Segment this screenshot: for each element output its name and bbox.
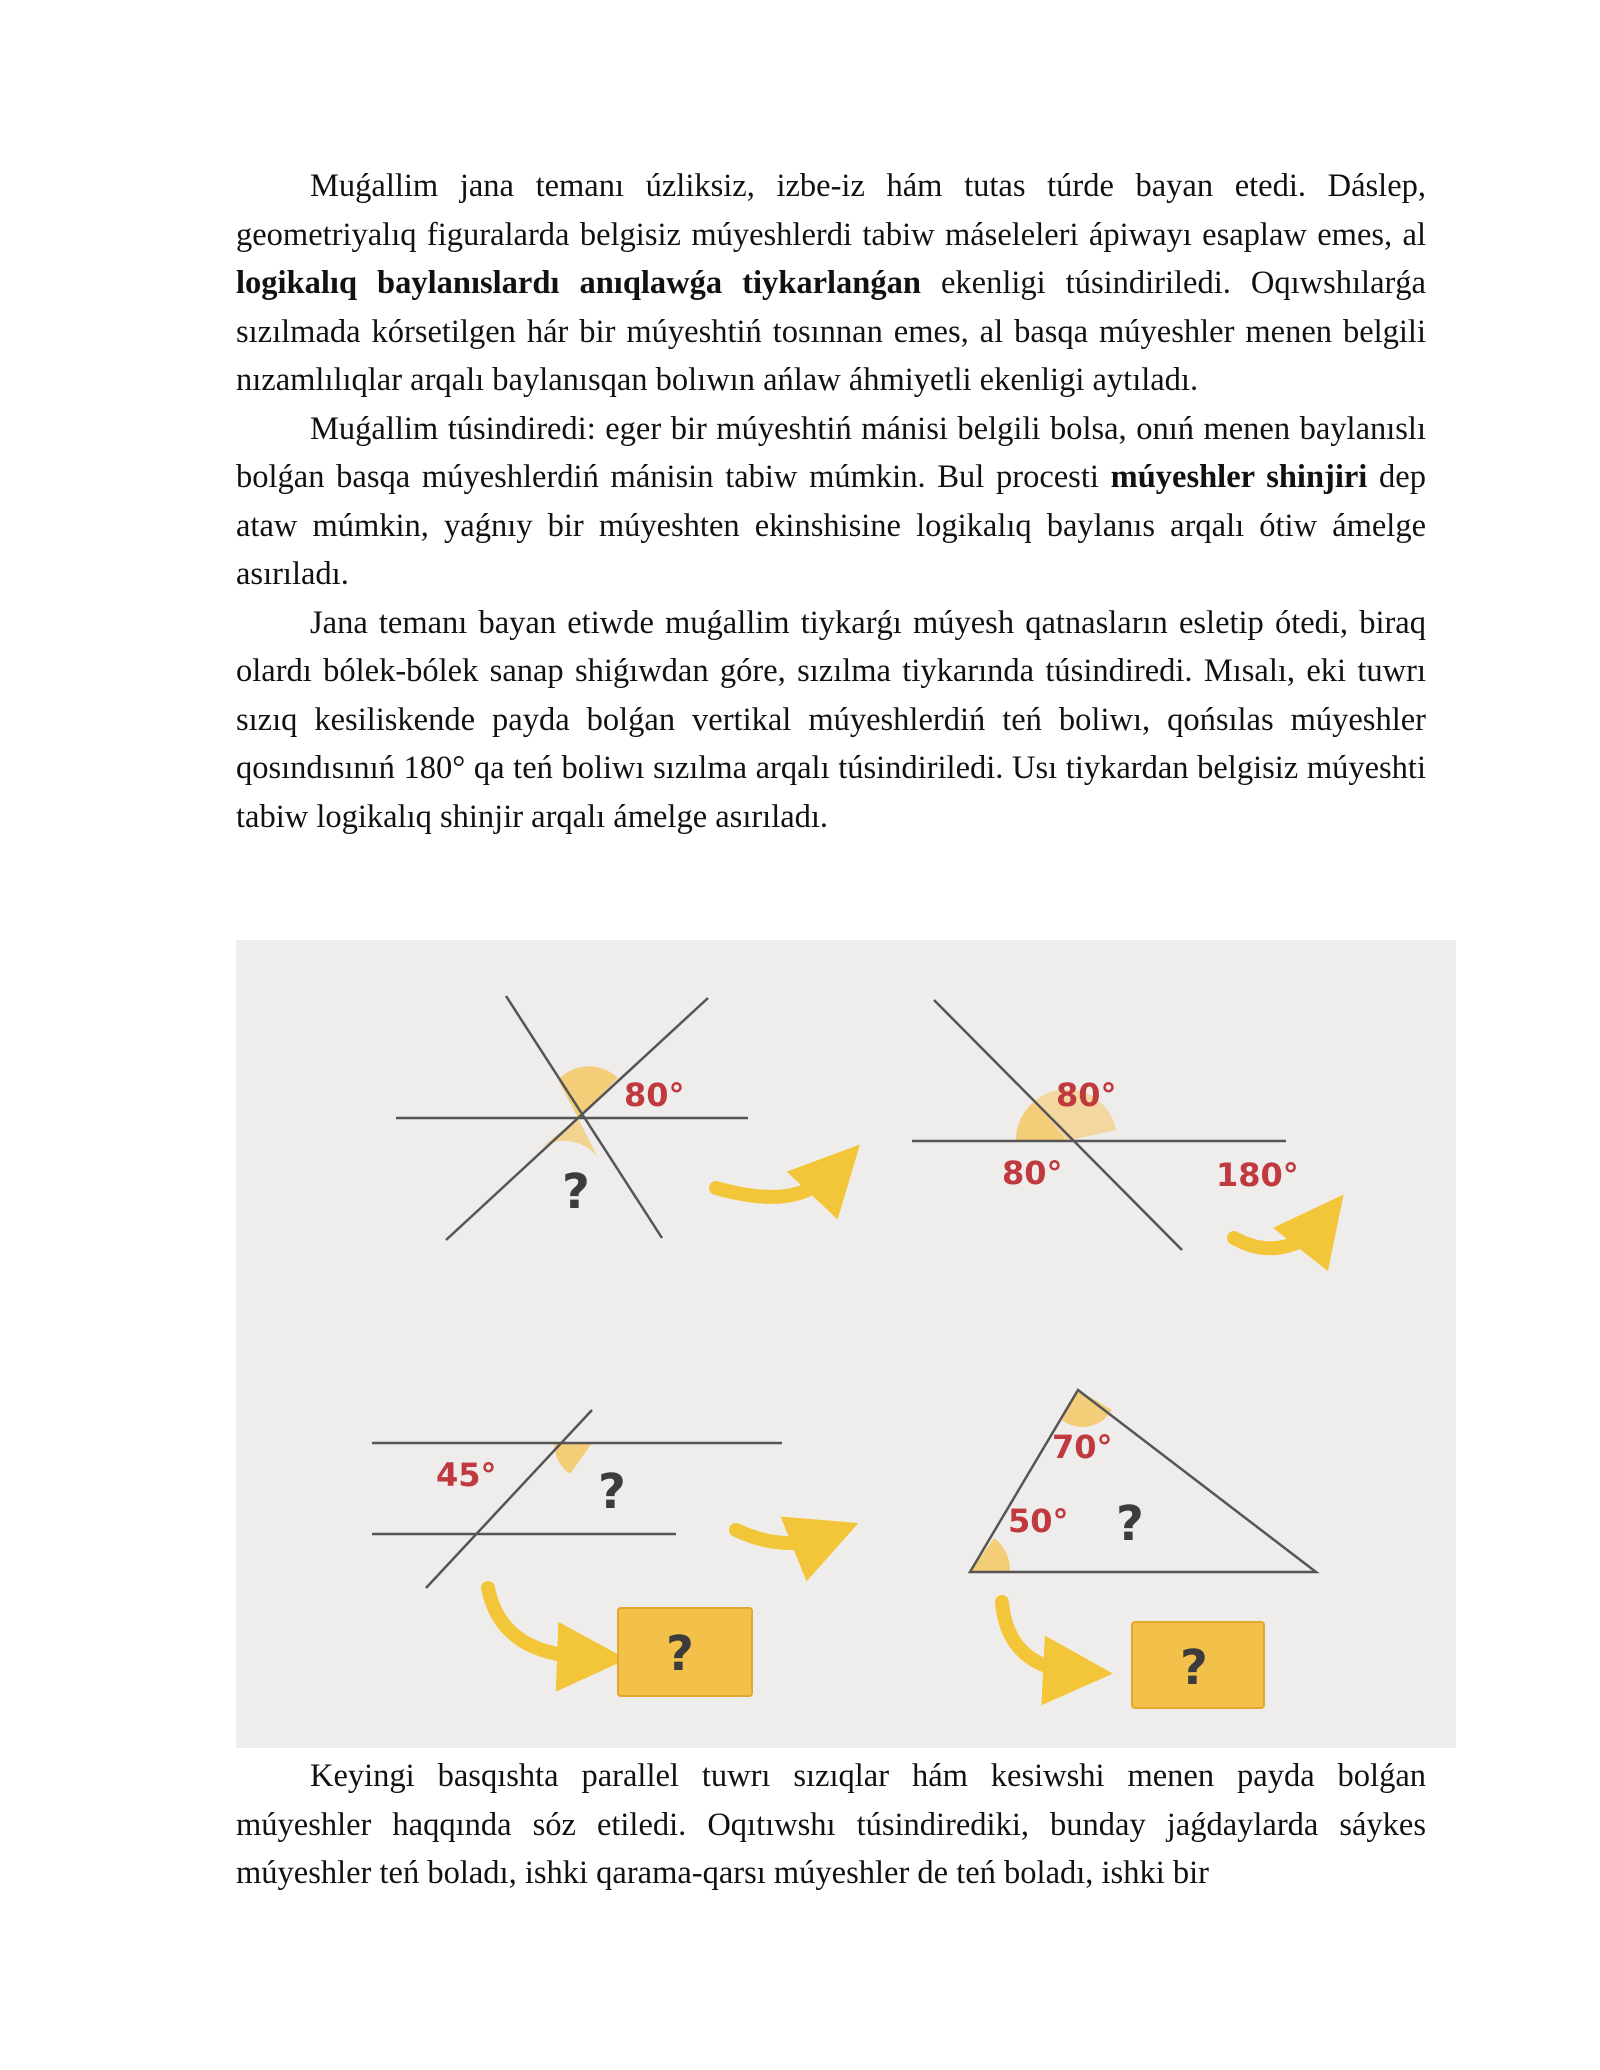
arrow-icon <box>716 1170 836 1197</box>
paragraph-3: Jana temanı bayan etiwde muǵallim tiykarǵı múyesh qatnasların esletip ótedi, biraq olardı bólek-bólek sanap shiǵıwdan góre, sızılma tiykarında túsindiredi. Mısalı, eki tuwrı sızıq kesiliskende payda bolǵan vertikal múyeshlerdiń teń boliwı, qońsılas múyeshler qosındısınıń 180° qa teń boliwı sızılma arqalı túsindiriledi. Usı tiykardan belgisiz múyeshti tabiw logikalıq shinjir arqalı ámelge asırıladı. <box>236 604 1426 835</box>
curved-arrow-icon <box>488 1588 592 1658</box>
panel-triangle <box>970 1390 1316 1708</box>
angles-illustration <box>236 940 1456 1748</box>
line-transversal <box>426 1410 592 1588</box>
body-text-top <box>236 162 1426 841</box>
angle-arc-45 <box>554 1443 592 1474</box>
angle-label-50: 50° <box>1008 1502 1069 1540</box>
panel-intersecting-lines <box>396 996 836 1240</box>
paragraph-4: Keyingi basqıshta parallel tuwrı sızıqlar hám kesiwshi menen payda bolǵan múyeshler haqqında sóz etiledi. Oqıtıwshı túsindirediki, bunday jaǵdaylarda sáykes múyeshler teń boladı, ishki qarama-qarsı múyeshler de teń boladı, ishki bir <box>236 1758 1426 1891</box>
arrow-icon <box>736 1530 826 1543</box>
angle-label-70: 70° <box>1052 1428 1113 1466</box>
panel-adjacent-angles <box>912 1000 1322 1250</box>
unknown-angle-label: ? <box>1116 1496 1144 1552</box>
angle-arc-50 <box>970 1538 1010 1572</box>
unknown-angle-label: ? <box>562 1164 590 1220</box>
answer-card-label: ? <box>666 1626 694 1682</box>
unknown-angle-label: ? <box>598 1464 626 1520</box>
panel-parallel-lines <box>372 1410 826 1696</box>
angle-label-180: 180° <box>1216 1156 1299 1194</box>
angle-label-80: 80° <box>624 1076 685 1114</box>
line-transversal <box>934 1000 1182 1250</box>
paragraph-1: Muǵallim jana temanı úzliksiz, izbe-iz hám tutas túrde bayan etedi. Dáslep, geometriyalıq figuralarda belgisiz múyeshlerdi tabiw máseleleri ápiwayı esaplaw emes, al logikalıq baylanıslardı anıqlawǵa tiykarlanǵan ekenligi túsindiriledi. Oqıwshılarǵa sızılmada kórsetilgen hár bir múyeshtiń tosınnan emes, al basqa múyeshler menen belgili nızamlılıqlar arqalı baylanısqan bolıwın ańlaw áhmiyetli ekenligi aytıladı. <box>236 168 1426 398</box>
arrow-icon <box>1234 1222 1322 1248</box>
angle-label-45: 45° <box>436 1456 497 1494</box>
angle-label-80-top: 80° <box>1056 1076 1117 1114</box>
body-text-bottom <box>236 1752 1426 1898</box>
angle-label-80-left: 80° <box>1002 1154 1063 1192</box>
paragraph-2: Muǵallim túsindiredi: eger bir múyeshtiń mánisi belgili bolsa, onıń menen baylanıslı bolǵan basqa múyeshlerdiń mánisin tabiw múmkin. Bul procesti múyeshler shinjiri dep ataw múmkin, yaǵnıy bir múyeshten ekinshisine logikalıq baylanıs arqalı ótiw ámelge asırıladı. <box>236 410 1426 592</box>
curved-arrow-icon <box>1002 1602 1078 1672</box>
answer-card-label: ? <box>1180 1640 1208 1696</box>
